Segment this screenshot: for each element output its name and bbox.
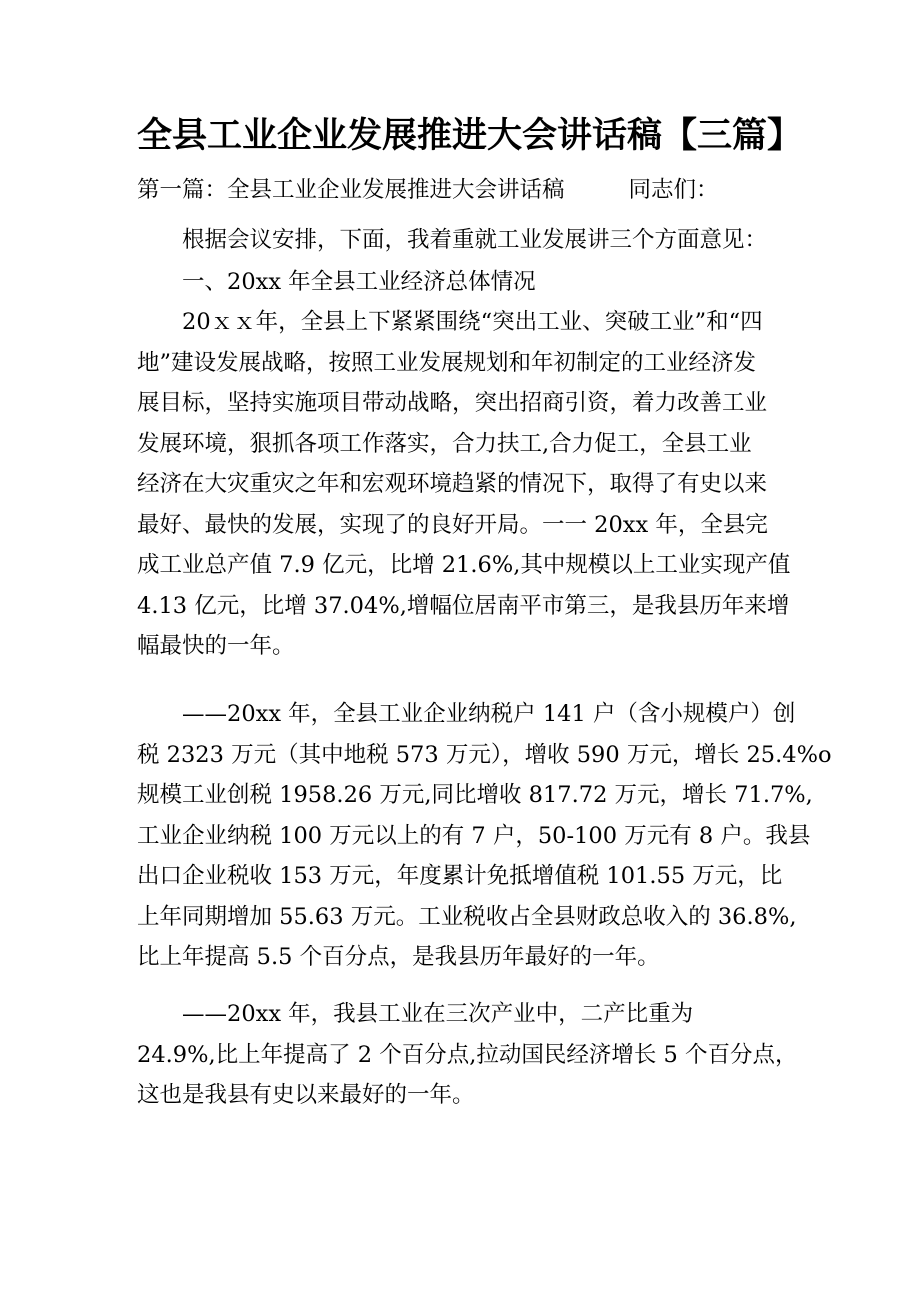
text-line: 展目标，坚持实施项目带动战略，突出招商引资，着力改善工业 xyxy=(137,390,768,416)
text-line: 比上年提高 5.5 个百分点，是我县历年最好的一年。 xyxy=(137,944,660,970)
text-line: 上年同期增加 55.63 万元。工业税收占全县财政总收入的 36.8%, xyxy=(137,903,797,930)
paragraph-overview xyxy=(137,302,797,667)
text-line: 经济在大灾重灾之年和宏观环境趋紧的情况下，取得了有史以来 xyxy=(137,471,768,497)
intro-line xyxy=(137,172,797,204)
text-line: 规模工业创税 1958.26 万元,同比增收 817.72 万元，增长 71.7%, xyxy=(137,782,813,808)
text-line: ——20xx 年，我县工业在三次产业中，二产比重为 xyxy=(137,1001,694,1027)
text-line: 根据会议安排，下面，我着重就工业发展讲三个方面意见： xyxy=(137,227,768,253)
text-line: 一、20xx 年全县工业经济总体情况 xyxy=(137,269,536,295)
text-line: 工业企业纳税 100 万元以上的有 7 户，50-100 万元有 8 户。我县 xyxy=(137,822,811,849)
document-title: 全县工业企业发展推进大会讲话稿【三篇】 xyxy=(137,116,803,156)
paragraph-meeting-arrangement xyxy=(137,220,797,261)
text-line: ——20xx 年，全县工业企业纳税户 141 户（含小规模户）创 xyxy=(137,701,796,727)
salutation: 同志们： xyxy=(628,177,719,203)
text-line: 成工业总产值 7.9 亿元，比增 21.6%,其中规模以上工业实现产值 xyxy=(137,552,791,578)
text-line: 最好、最快的发展，实现了的良好开局。一一 20xx 年，全县完 xyxy=(137,511,768,538)
text-line: 幅最快的一年。 xyxy=(137,633,295,659)
text-line: 税 2323 万元（其中地税 573 万元），增收 590 万元，增长 25.4%o xyxy=(137,741,832,768)
text-line: 这也是我县有史以来最好的一年。 xyxy=(137,1082,475,1108)
text-line: 发展环境，狠抓各项工作落实，合力扶工,合力促工，全县工业 xyxy=(137,430,752,457)
text-line: 24.9%,比上年提高了 2 个百分点,拉动国民经济增长 5 个百分点， xyxy=(137,1041,798,1068)
text-line: 出口企业税收 153 万元，年度累计免抵增值税 101.55 万元，比 xyxy=(137,863,783,889)
section-heading-one xyxy=(137,262,797,303)
part-heading: 第一篇：全县工业企业发展推进大会讲话稿 xyxy=(137,177,565,203)
paragraph-tax-revenue xyxy=(137,694,832,978)
text-line: 4.13 亿元，比增 37.04%,增幅位居南平市第三，是我县历年来增 xyxy=(137,592,790,619)
text-line: 地”建设发展战略，按照工业发展规划和年初制定的工业经济发 xyxy=(137,349,757,376)
paragraph-industry-share xyxy=(137,994,797,1116)
text-line: 20ｘｘ年，全县上下紧紧围绕“突出工业、突破工业”和“四 xyxy=(137,309,763,335)
